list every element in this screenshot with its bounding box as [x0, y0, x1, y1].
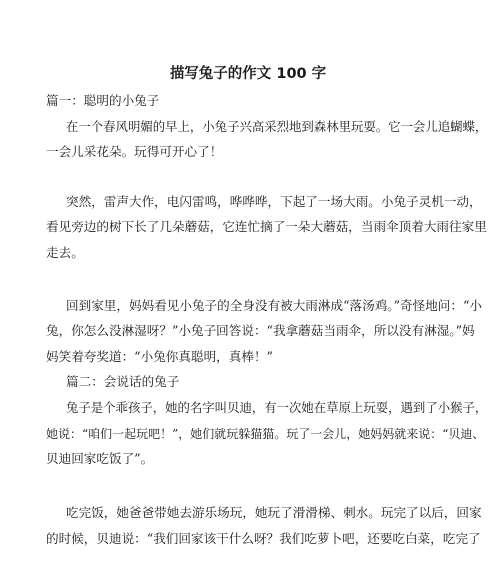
paragraph-line: 走去。: [46, 245, 84, 260]
paragraph-line: 兔，你怎么没淋湿呀？”小兔子回答说：“我拿蘑菇当雨伞，所以没有淋湿。”妈: [46, 323, 475, 338]
paragraph-line: 贝迪回家吃饭了”。: [46, 451, 154, 466]
paragraph-line: 突然，雷声大作，电闪雷鸣，哗哗哗，下起了一场大雨。小兔子灵机一动，: [66, 194, 482, 209]
paragraph-line: 吃完饭，她爸爸带她去游乐场玩，她玩了滑滑梯、刺水。玩完了以后，回家: [66, 505, 482, 520]
section-heading-2: 篇二：会说话的兔子: [66, 374, 180, 389]
paragraph-line: 她说：“咱们一起玩吧！”，她们就玩躲猫猫。玩了一会儿，她妈妈就来说：“贝迪、: [46, 427, 485, 441]
document-title: 描写兔子的作文 100 字: [169, 66, 327, 82]
paragraph-line: 在一个春风明媚的早上，小兔子兴高采烈地到森林里玩耍。它一会儿追蝴蝶，: [66, 119, 488, 134]
paragraph-line: 的时候，贝迪说：“我们回家该干什么呀？我们吃萝卜吧，还要吃白菜，吃完了: [46, 531, 481, 546]
paragraph-line: 回到家里，妈妈看见小兔子的全身没有被大雨淋成“落汤鸡。”奇怪地问：“小: [66, 298, 483, 313]
section-heading-1: 篇一：聪明的小兔子: [46, 93, 160, 108]
paragraph-line: 看见旁边的树下长了几朵蘑菇，它连忙摘了一朵大蘑菇，当雨伞顶着大雨往家里: [46, 219, 487, 234]
paragraph-line: 一会儿采花朵。玩得可开心了！: [46, 144, 223, 159]
paragraph-line: 妈笑着夸奖道：“小兔你真聪明，真棒！”: [46, 349, 273, 364]
paragraph-line: 兔子是个乖孩子，她的名字叫贝迪，有一次她在草原上玩耍，遇到了小猴子，: [66, 400, 488, 415]
